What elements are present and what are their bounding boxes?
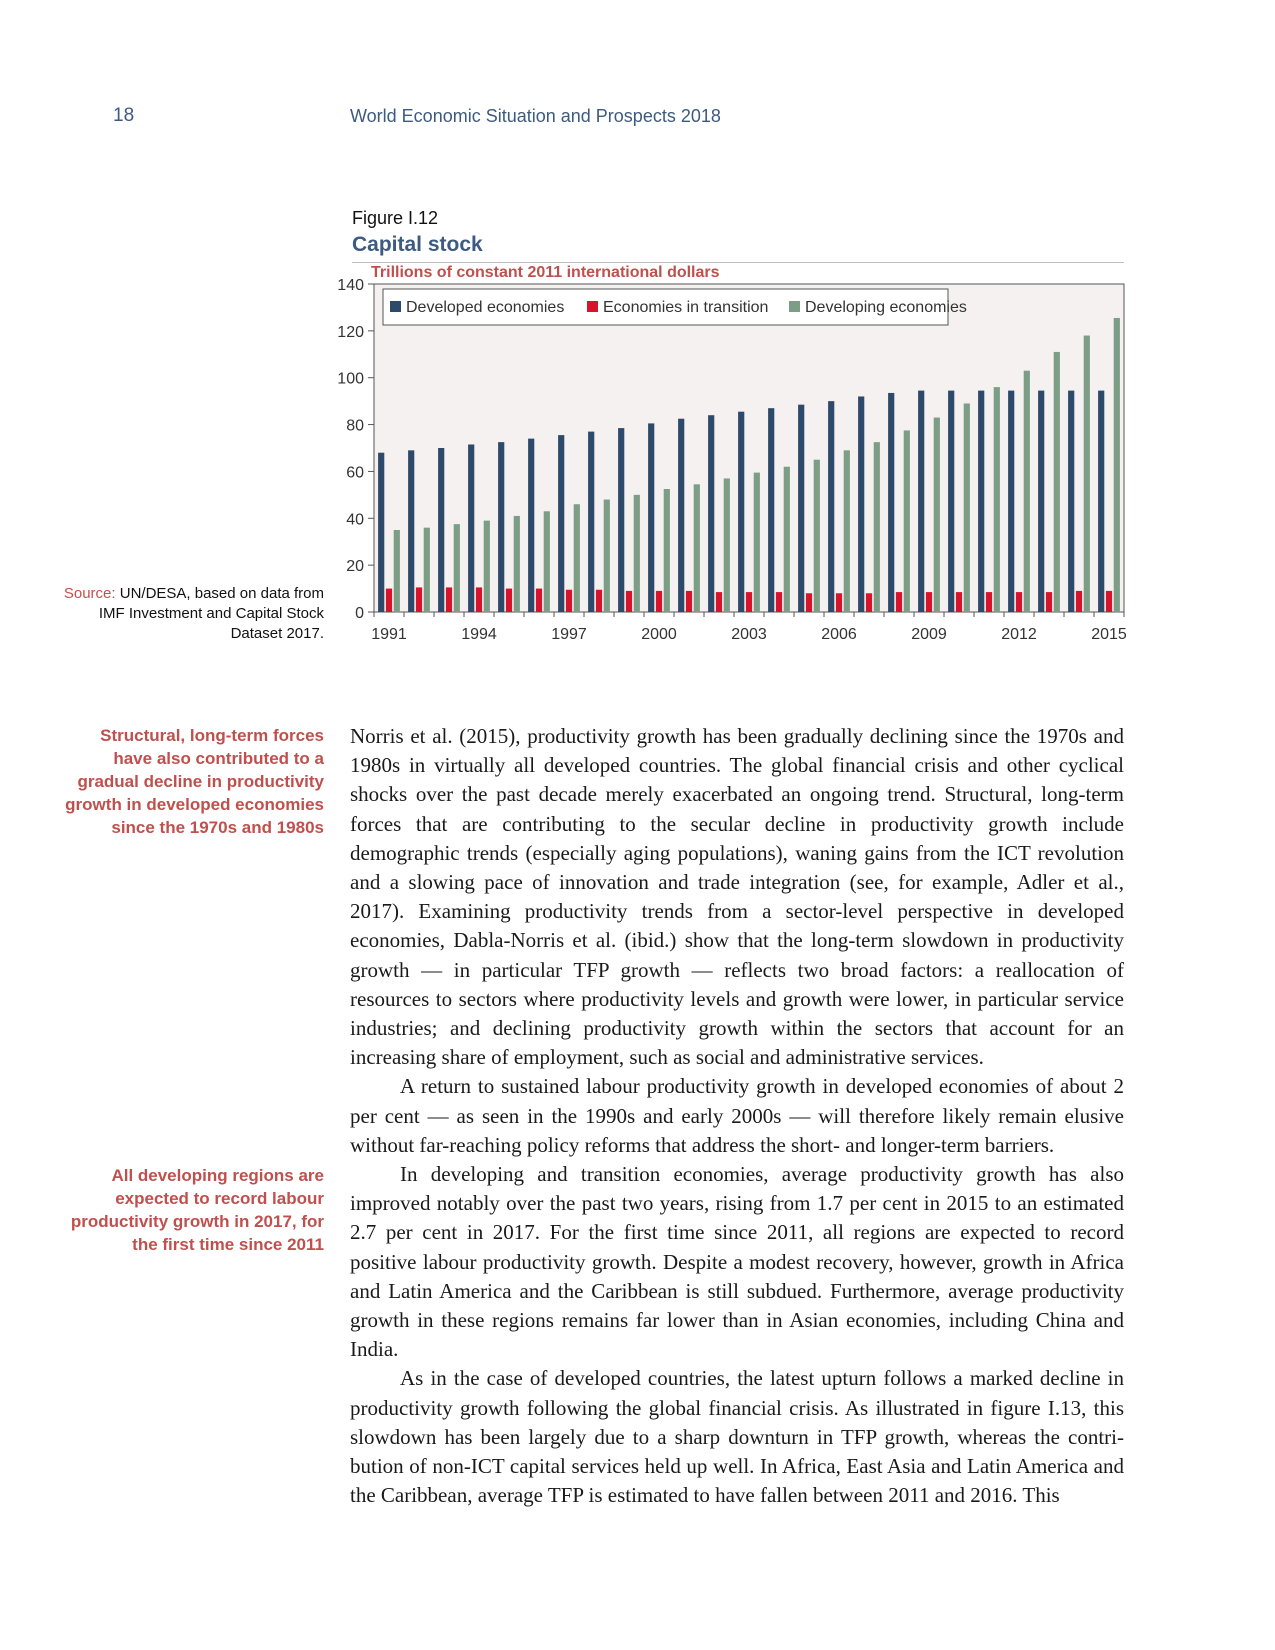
y-axis-title: Trillions of constant 2011 international dollars xyxy=(371,264,720,281)
bar-developed-economies-2003 xyxy=(738,412,744,612)
margin-note-structural: Structural, long-term forces have also contributed to a gradual decline in productivity growth in developed economies since the 1970s and 1980s xyxy=(65,726,324,837)
bar-economies-in-transition-2007 xyxy=(866,593,872,612)
bar-economies-in-transition-1992 xyxy=(416,587,422,612)
bar-developed-economies-1998 xyxy=(588,432,594,612)
body-text xyxy=(350,722,1124,1510)
bar-developed-economies-2000 xyxy=(648,423,654,612)
paragraph-1: Norris et al. (2015), productivity growth has been gradually declining since the 1970s and 1980s in virtually all developed countries. The global financial crisis and other cyclical shocks over the past decade merely exacerbated an ongoing trend. Structural, long-term forces that are contributing to the secular decline in productivity growth include demographic trends (especially aging populations), waning gains from the ICT revolution and a slowing pace of innovation and trade integration (see, for example, Adler et al., 2017). Examining productivity trends from a sector-level perspective in developed economies, Dabla-Norris et al. (ibid.) show that the long-term slowdown in productivity growth — in particular TFP growth — reflects two broad factors: a reallocation of resources to sectors where productivity levels and growth were lower, in particular service industries; and declining productivity growth within the sectors that account for an increasing share of employment, such as social and administrative services. xyxy=(350,724,1124,1070)
bar-economies-in-transition-2010 xyxy=(956,592,962,612)
bar-developing-economies-1991 xyxy=(394,530,400,612)
x-axis xyxy=(371,612,1127,643)
bar-developing-economies-1994 xyxy=(484,521,490,612)
bar-economies-in-transition-1998 xyxy=(596,590,602,612)
bar-developed-economies-2007 xyxy=(858,396,864,612)
bar-developed-economies-2009 xyxy=(918,391,924,612)
y-axis xyxy=(337,277,374,622)
bar-developed-economies-1993 xyxy=(438,448,444,612)
bar-developing-economies-2011 xyxy=(994,387,1000,612)
capital-stock-chart xyxy=(337,264,1130,676)
x-tick-label: 1997 xyxy=(551,626,587,643)
y-tick-label: 120 xyxy=(337,323,364,341)
bar-economies-in-transition-2011 xyxy=(986,592,992,612)
page-number: 18 xyxy=(113,105,135,126)
bar-developing-economies-2002 xyxy=(724,478,730,612)
bar-developing-economies-1999 xyxy=(634,495,640,612)
bar-developing-economies-2007 xyxy=(874,442,880,612)
bar-economies-in-transition-2015 xyxy=(1106,591,1112,612)
bar-developing-economies-1995 xyxy=(514,516,520,612)
bar-economies-in-transition-2003 xyxy=(746,592,752,612)
figure-divider xyxy=(352,262,1124,263)
figure-title: Capital stock xyxy=(352,233,483,256)
bar-developed-economies-1995 xyxy=(498,442,504,612)
bar-developing-economies-2009 xyxy=(934,418,940,612)
bar-developed-economies-2011 xyxy=(978,391,984,612)
bar-developed-economies-2013 xyxy=(1038,391,1044,612)
x-tick-label: 1994 xyxy=(461,626,497,643)
legend-swatch-developed-economies xyxy=(390,301,401,312)
figure-source xyxy=(60,584,324,644)
bar-economies-in-transition-1999 xyxy=(626,591,632,612)
bar-developed-economies-1991 xyxy=(378,453,384,612)
source-text: UN/DESA, based on data from IMF Investment and Capital Stock Dataset 2017. xyxy=(98,585,324,642)
bar-economies-in-transition-2014 xyxy=(1076,591,1082,612)
bar-developed-economies-2005 xyxy=(798,405,804,612)
x-tick-label: 2003 xyxy=(731,626,767,643)
y-tick-label: 140 xyxy=(337,277,364,294)
x-tick-label: 2015 xyxy=(1091,626,1127,643)
bar-developed-economies-2001 xyxy=(678,419,684,612)
legend-swatch-developing-economies xyxy=(789,301,800,312)
bar-developed-economies-2008 xyxy=(888,393,894,612)
bar-developing-economies-2000 xyxy=(664,489,670,612)
x-tick-label: 2006 xyxy=(821,626,857,643)
bar-economies-in-transition-2013 xyxy=(1046,592,1052,612)
margin-note-developing: All developing regions are expected to record labour productivity growth in 2017, for the first time since 2011 xyxy=(70,1166,324,1254)
y-tick-label: 20 xyxy=(346,558,364,576)
bar-developing-economies-2013 xyxy=(1054,352,1060,612)
bar-developing-economies-1996 xyxy=(544,511,550,612)
bar-developed-economies-2002 xyxy=(708,415,714,612)
y-tick-label: 0 xyxy=(355,605,364,622)
bar-economies-in-transition-2005 xyxy=(806,593,812,612)
bar-developing-economies-2010 xyxy=(964,403,970,612)
legend-label-economies-in-transition: Economies in transition xyxy=(603,299,769,316)
y-tick-label: 60 xyxy=(346,464,364,482)
bar-developing-economies-1998 xyxy=(604,500,610,612)
bar-economies-in-transition-2002 xyxy=(716,592,722,612)
bar-economies-in-transition-2001 xyxy=(686,591,692,612)
bar-developing-economies-2004 xyxy=(784,467,790,612)
source-label: Source: xyxy=(63,585,116,602)
bar-developing-economies-2001 xyxy=(694,484,700,612)
bar-developing-economies-2014 xyxy=(1084,336,1090,612)
bar-developing-economies-2015 xyxy=(1114,318,1120,612)
bar-developed-economies-1992 xyxy=(408,450,414,612)
running-title: World Economic Situation and Prospects 2018 xyxy=(350,106,721,126)
bar-developed-economies-1999 xyxy=(618,428,624,612)
bar-developed-economies-1996 xyxy=(528,439,534,612)
bar-economies-in-transition-1996 xyxy=(536,589,542,612)
bar-developing-economies-1993 xyxy=(454,524,460,612)
legend-label-developing-economies: Developing economies xyxy=(805,299,967,316)
bar-developed-economies-1997 xyxy=(558,435,564,612)
bar-developed-economies-2014 xyxy=(1068,391,1074,612)
bar-developed-economies-2004 xyxy=(768,408,774,612)
bar-developed-economies-2006 xyxy=(828,401,834,612)
x-tick-label: 2009 xyxy=(911,626,947,643)
legend-label-developed-economies: Developed economies xyxy=(406,299,565,316)
bar-economies-in-transition-1997 xyxy=(566,590,572,612)
y-tick-label: 40 xyxy=(346,511,364,529)
paragraph-3: In developing and transition economies, average productivity growth has also improved notably over the past two years, rising from 1.7 per cent in 2015 to an estimated 2.7 per cent in 2017. For the first time since 2011, all regions are expected to record positive labour productivity growth. Despite a modest recovery, however, growth in Africa and Latin America and the Caribbean is still subdued. Furthermore, average productivity growth in these regions remains far lower than in Asian economies, including China and India. xyxy=(350,1162,1124,1362)
bar-economies-in-transition-2006 xyxy=(836,593,842,612)
bar-developing-economies-1997 xyxy=(574,504,580,612)
bar-economies-in-transition-1994 xyxy=(476,587,482,612)
bar-economies-in-transition-1991 xyxy=(386,589,392,612)
x-tick-label: 2012 xyxy=(1001,626,1037,643)
figure-label: Figure I.12 xyxy=(352,208,439,228)
bar-developing-economies-2012 xyxy=(1024,371,1030,612)
legend-swatch-economies-in-transition xyxy=(587,301,598,312)
bar-economies-in-transition-1993 xyxy=(446,587,452,612)
bar-developed-economies-1994 xyxy=(468,444,474,612)
bar-developed-economies-2010 xyxy=(948,391,954,612)
bar-developing-economies-2008 xyxy=(904,430,910,612)
bar-economies-in-transition-2000 xyxy=(656,591,662,612)
bar-economies-in-transition-2012 xyxy=(1016,592,1022,612)
bar-developed-economies-2012 xyxy=(1008,391,1014,612)
bar-economies-in-transition-2009 xyxy=(926,592,932,612)
bar-economies-in-transition-2008 xyxy=(896,592,902,612)
paragraph-2: A return to sustained labour productivity growth in developed economies of about 2 per cent — as seen in the 1990s and early 2000s — will therefore likely remain elusive without far-reaching policy reforms that address the short- and longer-term barriers. xyxy=(350,1074,1124,1157)
bar-developing-economies-1992 xyxy=(424,528,430,612)
bar-developing-economies-2006 xyxy=(844,450,850,612)
bar-economies-in-transition-2004 xyxy=(776,592,782,612)
bar-economies-in-transition-1995 xyxy=(506,589,512,612)
x-tick-label: 2000 xyxy=(641,626,677,643)
y-tick-label: 100 xyxy=(337,370,364,388)
chart-legend xyxy=(383,289,967,325)
bar-developed-economies-2015 xyxy=(1098,391,1104,612)
bar-developing-economies-2005 xyxy=(814,460,820,612)
y-tick-label: 80 xyxy=(346,417,364,435)
x-tick-label: 1991 xyxy=(371,626,407,643)
paragraph-4: As in the case of developed countries, the latest upturn follows a marked decline in productivity growth following the global financial crisis. As illustrated in figure I.13, this slowdown has been largely due to a sharp downturn in TFP growth, whereas the contribution of non-ICT capital services held up well. In Africa, East Asia and Latin America and the Caribbean, average TFP is estimated to have fallen between 2011 and 2016. This xyxy=(350,1366,1124,1508)
bar-developing-economies-2003 xyxy=(754,473,760,612)
